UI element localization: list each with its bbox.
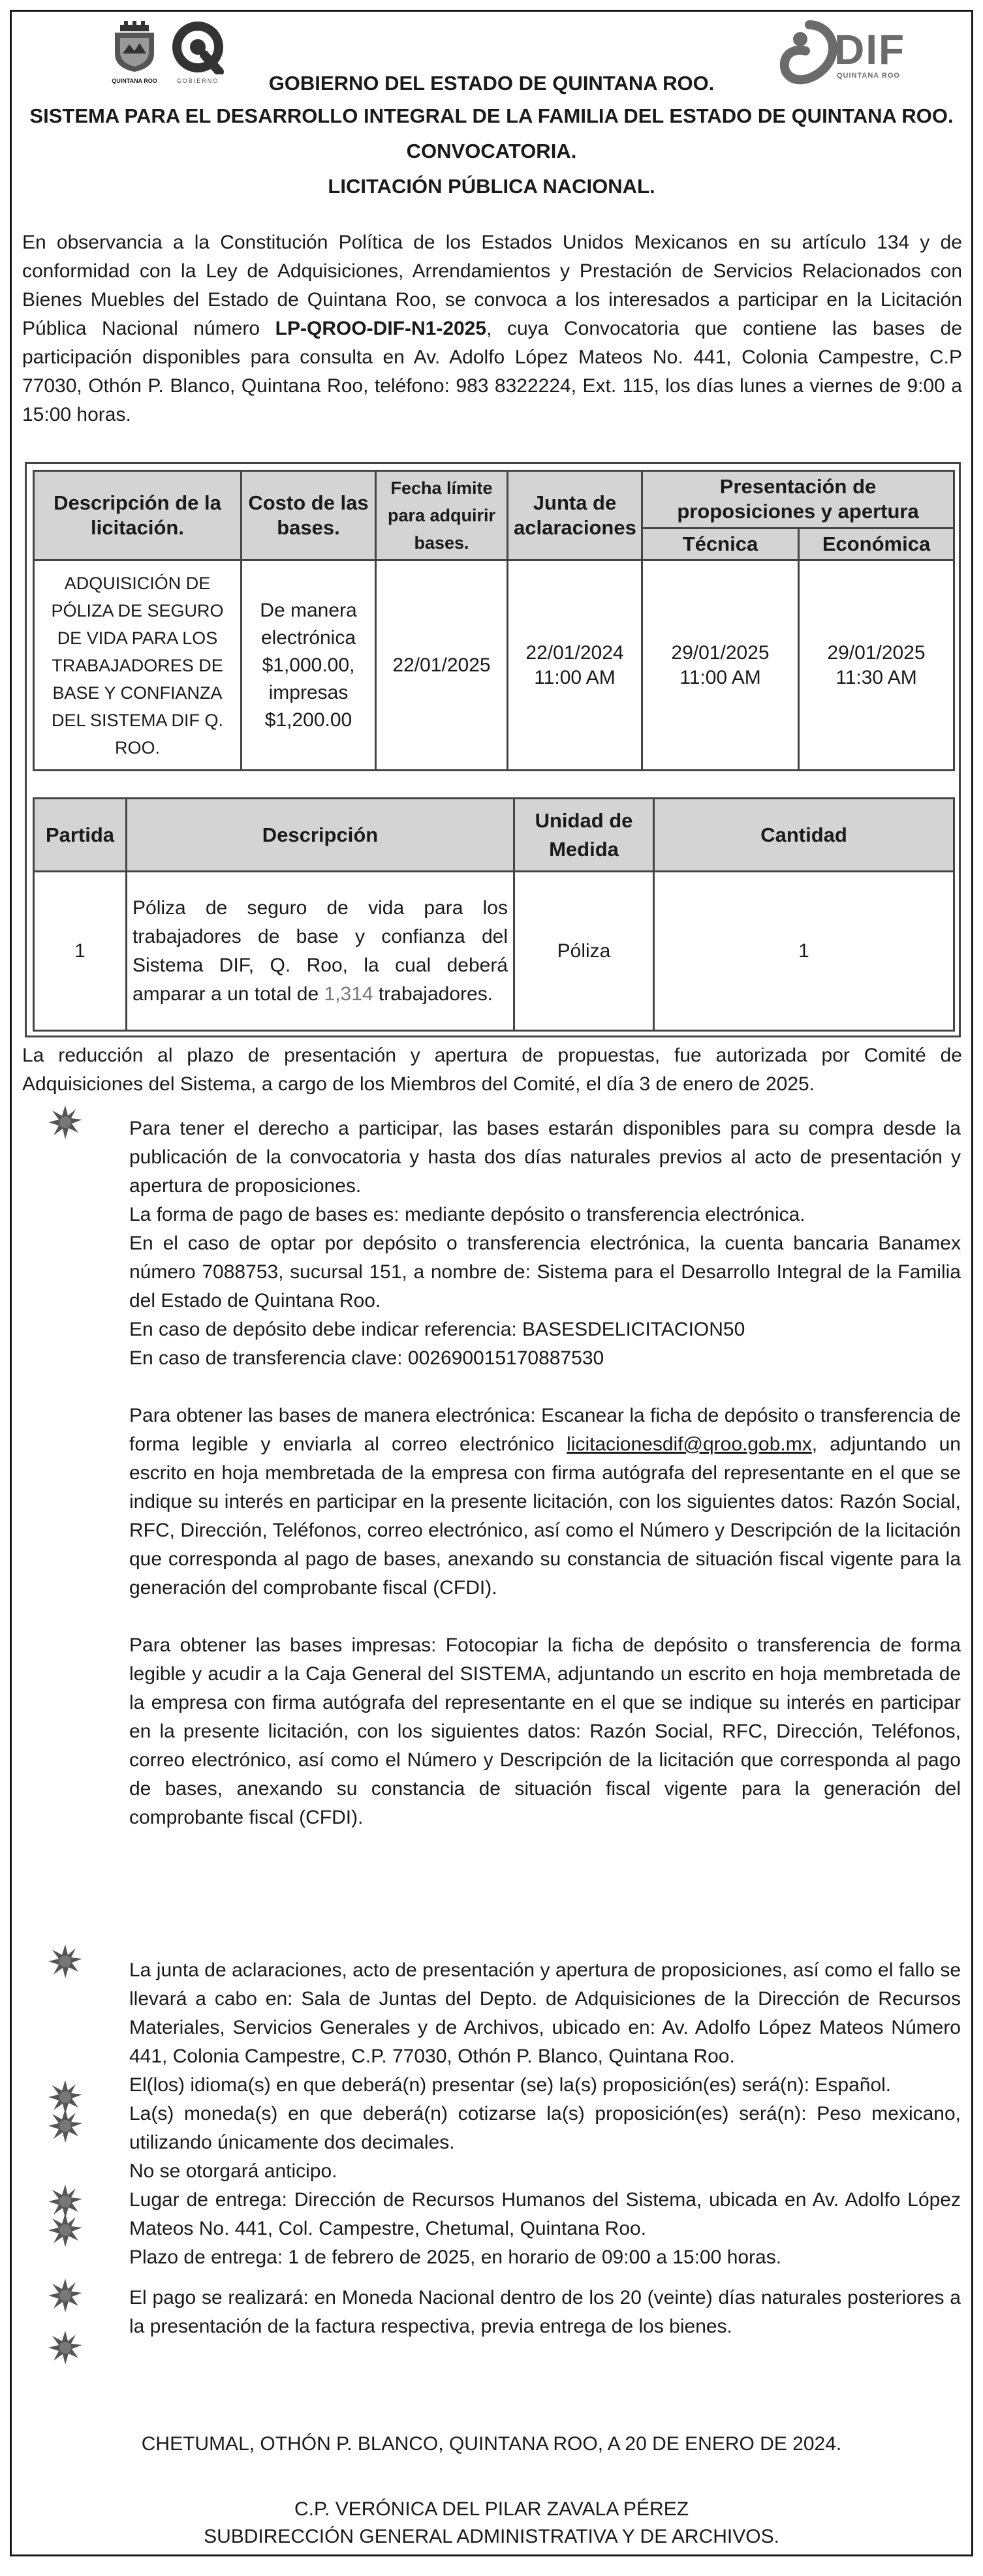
q-logo-caption: GOBIERNO [176,78,219,84]
deposit-reference-text: En caso de depósito debe indicar referencia: BASESDELICITACION50 [129,1319,745,1340]
spacer [129,1373,961,1402]
cell-fecha-limite: 22/01/2025 [376,560,508,771]
header-junta-aclaraciones: Junta de aclaraciones [508,471,642,560]
header-partida: Partida [34,799,127,872]
spacer [129,1602,961,1631]
signer-name: C.P. VERÓNICA DEL PILAR ZAVALA PÉREZ [294,2498,689,2520]
header-economica: Económica [799,528,954,560]
electronic-bases-intro: Para obtener las bases de manera electrónica: Escanear la ficha de depósito o transferencia de forma legible y enviarla al correo electrónico [129,1405,961,1455]
delivery-place-text: Lugar de entrega: Dirección de Recursos Humanos del Sistema, ubicada en Av. Adolfo López Mateos No. 441, Col. Campestre, Chetumal, Quintana Roo. [129,2189,961,2239]
header-descripcion-licitacion: Descripción de la licitación. [34,471,242,560]
descripcion-text: Póliza de seguro de vida para los trabajadores de base y confianza del Sistema DIF, Q. Roo, la cual deberá amparar a un total de [133,897,508,1005]
currency-text: La(s) moneda(s) en que deberá(n) cotizarse la(s) proposición(es) será(n): Peso mexicano, utilizando únicamente dos decimales. [129,2103,961,2153]
junta-fecha: 22/01/2024 [525,641,624,664]
cell-costo-bases: De manera electrónica $1,000.00, impresas $1,200.00 [242,560,376,771]
place-and-date: CHETUMAL, OTHÓN P. BLANCO, QUINTANA ROO, A 20 DE ENERO DE 2024. [141,2433,842,2455]
electronic-bases-text [129,1402,961,1602]
intro-text-after: , cuya Convocatoria que contiene las bases de participación disponibles para consulta en Av. Adolfo López Mateos No. 441, Colonia Campestre, C.P 77030, Othón P. Blanco, Quintana Roo, teléfono: 983 8322224, Ext. 115, los días lunes a viernes de 9:00 a 15:00 horas. [22,318,963,425]
advance-payment-text: No se otorgará anticipo. [129,2160,337,2182]
cell-descripcion [127,872,514,1031]
licitacion-number: LP-QROO-DIF-N1-2025 [275,318,487,339]
payment-method-text: La forma de pago de bases es: mediante depósito o transferencia electrónica. [129,1204,805,1225]
heading-licitacion: LICITACIÓN PÚBLICA NACIONAL. [328,175,655,198]
header-descripcion: Descripción [127,799,514,872]
tecnica-hora: 11:00 AM [679,666,761,688]
payment-terms-text: El pago se realizará: en Moneda Nacional dentro de los 20 (veinte) días naturales posteriores a la presentación de la factura respectiva, previa entrega de los bienes. [129,2287,961,2337]
intro-paragraph [22,228,962,429]
reduction-note: La reducción al plazo de presentación y apertura de propuestas, fue autorizada por Comité de Adquisiciones del Sistema, a cargo de los Miembros del Comité, el día 3 de enero de 2025. [22,1045,962,1095]
sunburst-bullet-icon [48,2213,82,2247]
economica-fecha: 29/01/2025 [827,641,926,664]
bases-section [129,1114,961,1832]
dif-logo-caption: QUINTANA ROO [837,72,900,80]
transfer-clabe-text: En caso de transferencia clave: 002690015170887530 [129,1347,604,1369]
cell-economica [799,560,954,771]
intro-text-before: En observancia a la Constitución Política de los Estados Unidos Mexicanos en su artículo 134 y de conformidad con la Ley de Adquisiciones, Arrendamientos y Prestación de Servicios Relacionados con Bienes Muebles del Estado de Quintana Roo, se convoca a los interesados a participar en la Licitación Pública Nacional número [22,232,962,339]
cell-junta-aclaraciones [508,560,642,771]
conditions-section [129,1956,961,2341]
left-logo-caption: QUINTANA ROO [112,78,157,84]
electronic-bases-rest: , adjuntando un escrito en hoja membretada de la empresa con firma autógrafa del representante en el que se indique su interés en participar en la presente licitación, con los siguientes datos: Razón Social, RFC, Dirección, Teléfonos, correo electrónico, así como el Número y Descripción de la licitación que corresponda al pago de bases, anexando su constancia de situación fiscal vigente para la generación del comprobante fiscal (CFDI). [129,1434,961,1599]
language-text: El(los) idioma(s) en que deberá(n) presentar (se) la(s) proposición(es) será(n): Español. [129,2074,892,2096]
licitacion-schedule-table [33,470,955,771]
cell-partida: 1 [34,872,127,1031]
heading-convocatoria: CONVOCATORIA. [406,140,577,162]
tecnica-fecha: 29/01/2025 [671,641,770,664]
header-presentacion-apertura: Presentación de proposiciones y apertura [642,471,954,529]
contact-email-link[interactable]: licitacionesdif@qroo.gob.mx [567,1434,812,1455]
dif-logo-text: DIF [834,26,906,73]
partidas-table [33,797,955,1032]
sunburst-bullet-icon [48,1105,82,1139]
cell-tecnica [642,560,799,771]
bases-availability-text: Para tener el derecho a participar, las bases estarán disponibles para su compra desde la publicación de la convocatoria y hasta dos días naturales previos al acto de presentación y apertura de proposiciones. [129,1118,961,1197]
sunburst-bullet-icon [48,2109,82,2143]
sunburst-bullet-icon [48,2278,82,2312]
announcement-page [10,10,973,2556]
header-cantidad: Cantidad [654,799,954,872]
economica-hora: 11:30 AM [835,666,917,688]
delivery-deadline-text: Plazo de entrega: 1 de febrero de 2025, en horario de 09:00 a 15:00 horas. [129,2246,782,2268]
signer-office: SUBDIRECCIÓN GENERAL ADMINISTRATIVA Y DE ARCHIVOS. [204,2526,779,2547]
cell-cantidad: 1 [654,872,954,1031]
printed-bases-text: Para obtener las bases impresas: Fotocopiar la ficha de depósito o transferencia de forma legible y acudir a la Caja General del SISTEMA, adjuntando un escrito en hoja membretada de la empresa con firma autógrafa del representante en el que se indique su interés en participar en la presente licitación, con los siguientes datos: Razón Social, RFC, Dirección, Teléfonos, correo electrónico, así como el Número y Descripción de la licitación que corresponda al pago de bases, anexando su constancia de situación fiscal vigente para la generación del comprobante fiscal (CFDI). [129,1634,961,1828]
sunburst-bullet-icon [48,1944,82,1978]
spacer [129,2272,961,2284]
descripcion-trabajadores-count: 1,314 [324,983,373,1005]
sunburst-bullet-icon [48,2331,82,2365]
header-costo-bases: Costo de las bases. [242,471,376,560]
header-unidad-medida: Unidad de Medida [514,799,654,872]
venue-text: La junta de aclaraciones, acto de presentación y apertura de proposiciones, así como el fallo se llevará a cabo en: Sala de Juntas del Depto. de Adquisiciones de la Dirección de Recursos Materiales, Servicios Generales y de Archivos, ubicado en: Av. Adolfo López Mateos Número 441, Colonia Campestre, C.P. 77030, Othón P. Blanco, Quintana Roo. [129,1959,961,2067]
descripcion-text-end: trabajadores. [373,983,493,1005]
junta-hora: 11:00 AM [534,666,616,688]
bank-account-text: En el caso de optar por depósito o transferencia electrónica, la cuenta bancaria Banamex número 7088753, sucursal 151, a nombre de: Sistema para el Desarrollo Integral de la Familia del Estado de Quintana Roo. [129,1233,961,1311]
heading-government: GOBIERNO DEL ESTADO DE QUINTANA ROO. [268,72,715,95]
heading-dif-system: SISTEMA PARA EL DESARROLLO INTEGRAL DE LA FAMILIA DEL ESTADO DE QUINTANA ROO. [29,104,954,127]
cell-descripcion-licitacion: ADQUISICIÓN DE PÓLIZA DE SEGURO DE VIDA PARA LOS TRABAJADORES DE BASE Y CONFIANZA DEL SISTEMA DIF Q. ROO. [34,560,242,771]
cell-unidad-medida: Póliza [514,872,654,1031]
header-tecnica: Técnica [642,528,799,560]
header-fecha-limite: Fecha límite para adquirir bases. [376,471,508,560]
